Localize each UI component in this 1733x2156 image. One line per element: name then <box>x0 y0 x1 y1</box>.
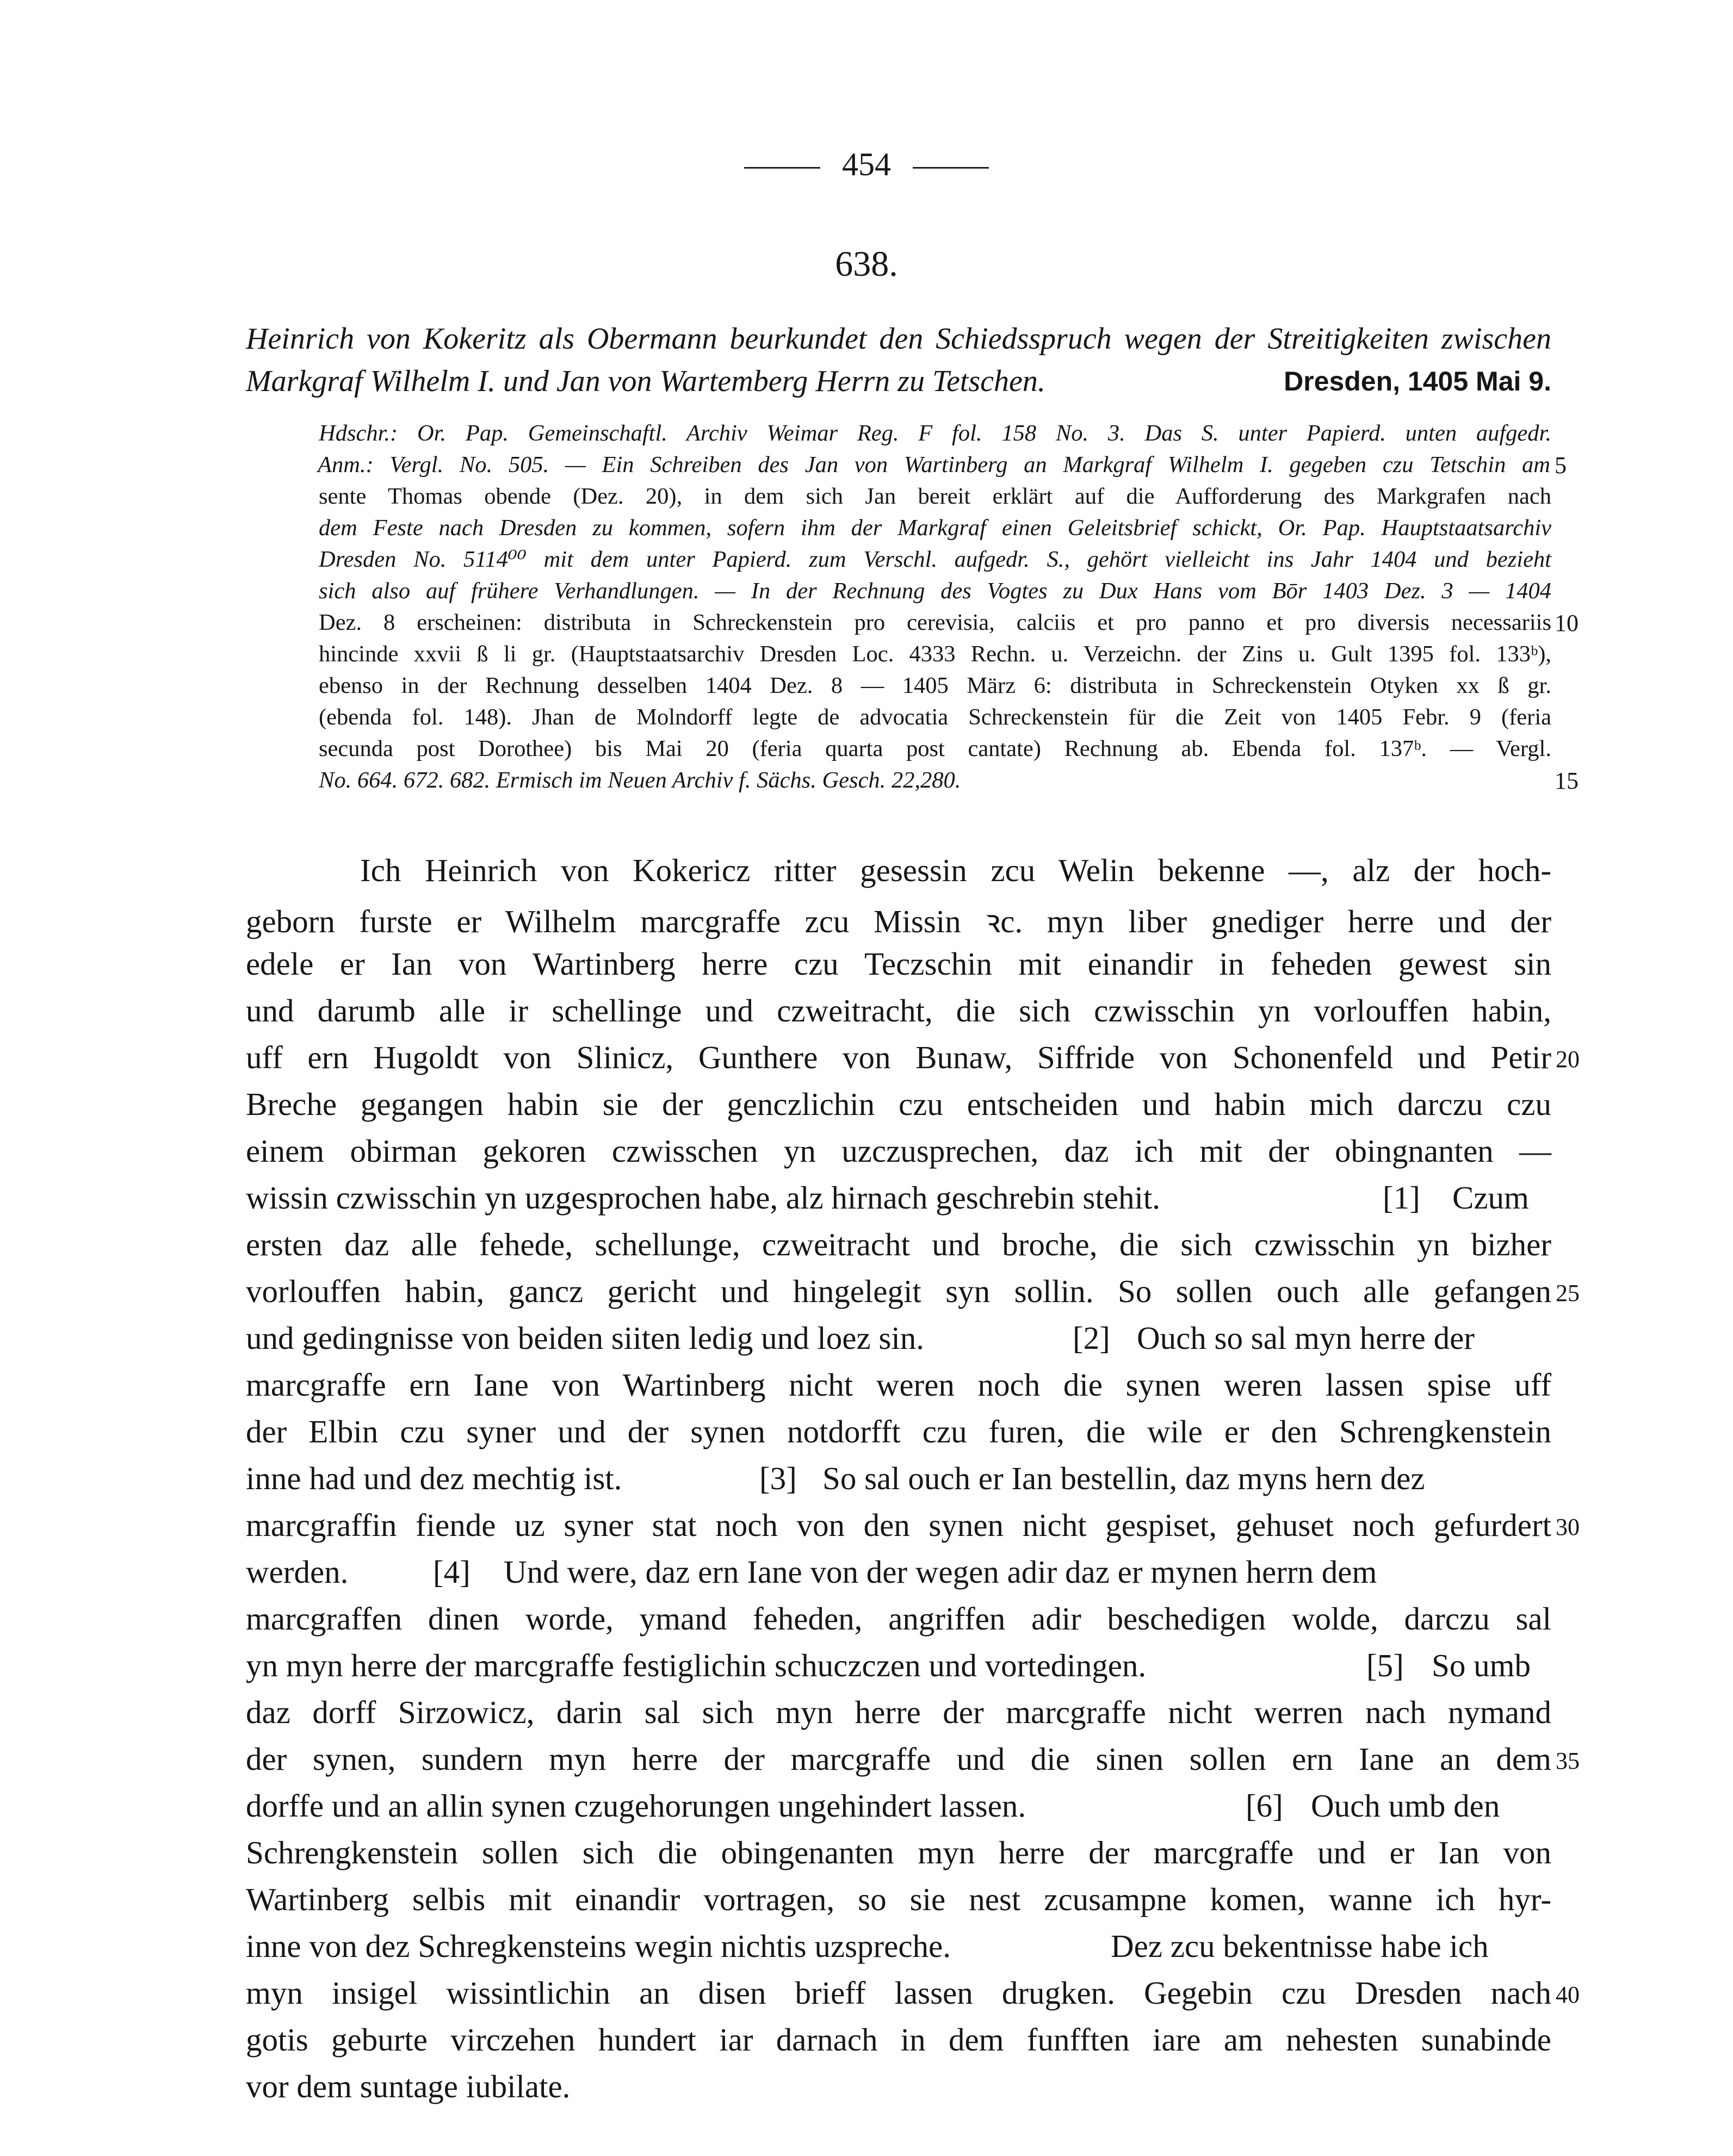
body-line: inne had und dez mechtig ist. <box>246 1460 622 1496</box>
line-number: 20 <box>1556 1046 1580 1073</box>
body-line-fragment: Ouch umb den <box>1311 1788 1500 1824</box>
body-line: myn insigel wissintlichin an disen brieff lassen drugken. Gegebin czu Dresden nach <box>246 1975 1551 2011</box>
title-line-1: Heinrich von Kokeritz als Obermann beurkundet den Schiedsspruch wegen der Streitigkeiten zwischen <box>246 322 1551 356</box>
note-line: Dez. 8 erscheinen: distributa in Schreckenstein pro cerevisia, calciis et pro panno et pro diversis necessariis <box>319 610 1551 635</box>
body-line: marcgraffin fiende uz syner stat noch von den synen nicht gespiset, gehuset noch gefurdert <box>246 1507 1551 1543</box>
body-line: einem obirman gekoren czwisschen yn uzczusprechen, daz ich mit der obingnanten — <box>246 1133 1551 1169</box>
body-line-fragment: Dez zcu bekentnisse habe ich <box>1111 1928 1489 1964</box>
paragraph-marker: [3] <box>759 1460 797 1496</box>
note-line: (ebenda fol. 148). Jhan de Molndorff legte de advocatia Schreckenstein für die Zeit von 1405 Febr. 9 (feria <box>319 704 1551 730</box>
note-line: Dresden No. 5114⁰⁰ mit dem unter Papierd. zum Verschl. aufgedr. S., gehört vielleicht ins Jahr 1404 und bezieht <box>319 547 1551 572</box>
title-line-2: Markgraf Wilhelm I. und Jan von Wartemberg Herrn zu Tetschen. <box>246 364 1045 398</box>
body-line: uff ern Hugoldt von Slinicz, Gunthere von Bunaw, Siffride von Schonenfeld und Petir <box>246 1039 1551 1075</box>
body-line: vorlouffen habin, gancz gericht und hingelegit syn sollin. So sollen ouch alle gefangen <box>246 1273 1551 1309</box>
body-line: vor dem suntage iubilate. <box>246 2068 571 2104</box>
body-line: ersten daz alle fehede, schellunge, czweitracht und broche, die sich czwisschin yn bizher <box>246 1226 1551 1262</box>
body-line: Wartinberg selbis mit einandir vortragen, so sie nest zcusampne komen, wanne ich hyr- <box>246 1881 1551 1917</box>
body-line-fragment: Und were, daz ern Iane von der wegen adir daz er mynen herrn dem <box>504 1554 1377 1590</box>
body-line-fragment: So sal ouch er Ian bestellin, daz myns hern dez <box>822 1460 1425 1496</box>
body-line: und darumb alle ir schellinge und czweitracht, die sich czwisschin yn vorlouffen habin, <box>246 993 1551 1029</box>
note-line: ebenso in der Rechnung desselben 1404 Dez. 8 — 1405 März 6: distributa in Schreckenstein Otyken xx ß gr. <box>319 673 1551 698</box>
line-number: 40 <box>1556 1981 1580 2008</box>
paragraph-marker: [2] <box>1073 1320 1110 1356</box>
body-line: geborn furste er Wilhelm marcgraffe zcu Missin ꝛc. myn liber gnediger herre und der <box>246 903 1551 939</box>
body-line-fragment: Ouch so sal myn herre der <box>1137 1320 1475 1356</box>
line-number: 15 <box>1555 767 1579 794</box>
body-line: Ich Heinrich von Kokericz ritter gesessin zcu Welin bekenne —, alz der hoch- <box>360 852 1551 888</box>
line-number: 10 <box>1555 610 1579 636</box>
body-line: und gedingnisse von beiden siiten ledig und loez sin. <box>246 1320 925 1356</box>
body-line: dorffe und an allin synen czugehorungen ungehindert lassen. <box>246 1788 1026 1824</box>
header-dash-right <box>913 167 989 169</box>
line-number: 5 <box>1555 452 1567 479</box>
line-number: 30 <box>1556 1514 1580 1540</box>
page-number: 454 <box>842 146 891 182</box>
document-title <box>246 318 1551 402</box>
body-line: gotis geburte virczehen hundert iar darnach in dem funfften iare am nehesten sunabinde <box>246 2022 1551 2058</box>
body-line: Breche gegangen habin sie der genczlichin czu entscheiden und habin mich darczu czu <box>246 1086 1551 1122</box>
body-line: inne von dez Schregkensteins wegin nichtis uzspreche. <box>246 1928 951 1964</box>
paragraph-marker: [5] <box>1366 1647 1404 1683</box>
body-line: werden. <box>246 1554 349 1590</box>
body-line: daz dorff Sirzowicz, darin sal sich myn herre der marcgraffe nicht werren nach nymand <box>246 1694 1551 1730</box>
page-header <box>0 143 1733 186</box>
note-line: hincinde xxvii ß li gr. (Hauptstaatsarchiv Dresden Loc. 4333 Rechn. u. Verzeichn. der Zins u. Gult 1395 fol. 133ᵇ), <box>319 641 1551 667</box>
note-line: sich also auf frühere Verhandlungen. — In der Rechnung des Vogtes zu Dux Hans vom Bōr 1403 Dez. 3 — 1404 <box>319 578 1551 604</box>
body-line-fragment: So umb <box>1432 1647 1531 1683</box>
body-line: der Elbin czu syner und der synen notdorfft czu furen, die wile er den Schrengkenstein <box>246 1414 1551 1449</box>
body-line: yn myn herre der marcgraffe festiglichin schuczczen und vortedingen. <box>246 1647 1147 1683</box>
note-line: Anm.: Vergl. No. 505. — Ein Schreiben des Jan von Wartinberg an Markgraf Wilhelm I. gegeben czu Tetschin am <box>318 452 1550 478</box>
paragraph-marker: [1] <box>1383 1180 1420 1216</box>
body-line-fragment: Czum <box>1452 1180 1529 1216</box>
body-line: der synen, sundern myn herre der marcgraffe und die sinen sollen ern Iane an dem <box>246 1741 1551 1777</box>
note-line: dem Feste nach Dresden zu kommen, sofern ihm der Markgraf einen Geleitsbrief schickt, Or. Pap. Hauptstaatsarchiv <box>319 515 1551 541</box>
body-line: wissin czwisschin yn uzgesprochen habe, alz hirnach geschrebin stehit. <box>246 1180 1160 1216</box>
header-dash-left <box>744 167 820 169</box>
line-number: 35 <box>1556 1748 1580 1774</box>
note-line: Hdschr.: Or. Pap. Gemeinschaftl. Archiv Weimar Reg. F fol. 158 No. 3. Das S. unter Papierd. unten aufgedr. <box>319 420 1551 446</box>
paragraph-marker: [6] <box>1246 1788 1283 1824</box>
note-line: sente Thomas obende (Dez. 20), in dem sich Jan bereit erklärt auf die Aufforderung des Markgrafen nach <box>319 484 1551 509</box>
document-number: 638. <box>835 244 898 284</box>
paragraph-marker: [4] <box>433 1554 471 1590</box>
body-line: marcgraffen dinen worde, ymand feheden, angriffen adir beschedigen wolde, darczu sal <box>246 1601 1551 1637</box>
document-date: Dresden, 1405 Mai 9. <box>1284 366 1551 396</box>
body-line: marcgraffe ern Iane von Wartinberg nicht weren noch die synen weren lassen spise uff <box>246 1367 1551 1403</box>
body-line: edele er Ian von Wartinberg herre czu Teczschin mit einandir in feheden gewest sin <box>246 946 1551 982</box>
line-number: 25 <box>1556 1280 1580 1306</box>
body-line: Schrengkenstein sollen sich die obingenanten myn herre der marcgraffe und er Ian von <box>246 1835 1551 1870</box>
note-line: secunda post Dorothee) bis Mai 20 (feria quarta post cantate) Rechnung ab. Ebenda fol. 137ᵇ. — Vergl. <box>319 736 1551 761</box>
note-line: No. 664. 672. 682. Ermisch im Neuen Archiv f. Sächs. Gesch. 22,280. <box>319 767 961 793</box>
